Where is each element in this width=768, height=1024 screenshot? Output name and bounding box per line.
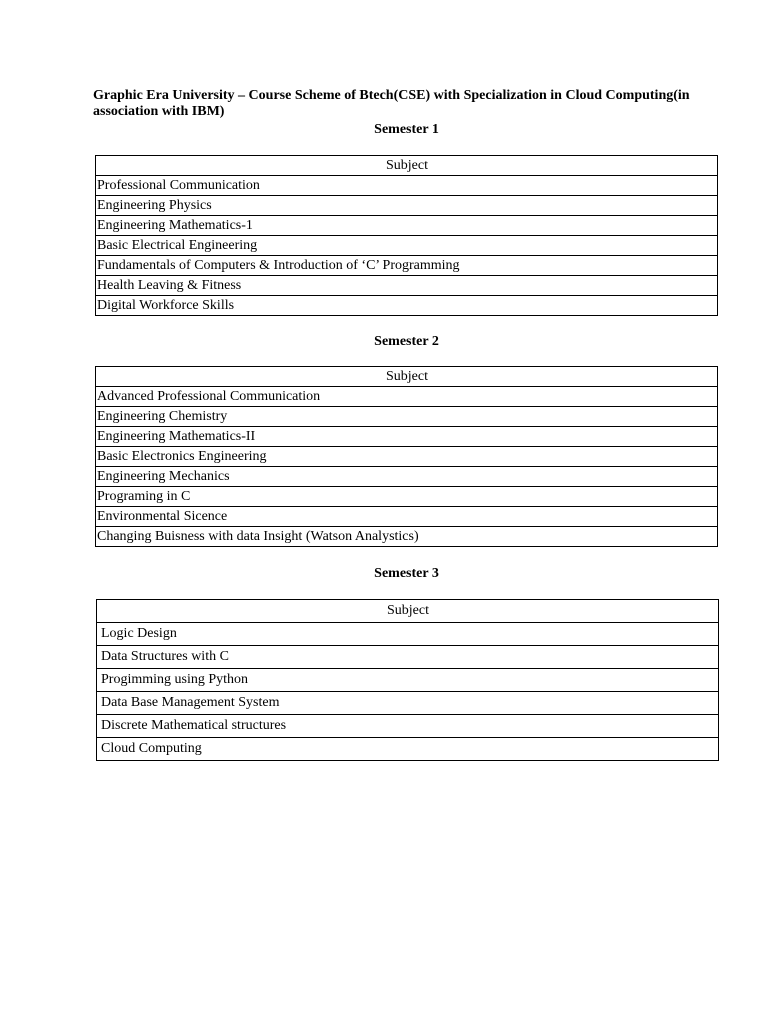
subject-cell: Engineering Physics xyxy=(96,196,718,216)
table-row xyxy=(96,276,718,296)
subject-cell: Professional Communication xyxy=(96,176,718,196)
subject-column-header: Subject xyxy=(96,367,718,387)
subject-column-header: Subject xyxy=(97,600,719,623)
semester-2-heading: Semester 2 xyxy=(374,334,439,349)
table-row xyxy=(96,256,718,276)
table-header-row xyxy=(96,367,718,387)
subject-cell: Cloud Computing xyxy=(97,738,719,761)
semester-3-table xyxy=(96,599,719,761)
table-row xyxy=(96,527,718,547)
table-row xyxy=(96,387,718,407)
page-title: Graphic Era University – Course Scheme of Btech(CSE) with Specialization in Cloud Computing(in association with IBM) xyxy=(93,88,690,119)
table-row xyxy=(96,447,718,467)
table-row xyxy=(96,236,718,256)
subject-cell: Data Base Management System xyxy=(97,692,719,715)
semester-3-heading: Semester 3 xyxy=(374,566,439,581)
subject-cell: Data Structures with C xyxy=(97,646,719,669)
subject-cell: Digital Workforce Skills xyxy=(96,296,718,316)
subject-cell: Engineering Chemistry xyxy=(96,407,718,427)
table-row xyxy=(96,296,718,316)
table-row xyxy=(97,646,719,669)
table-row xyxy=(97,738,719,761)
subject-cell: Progimming using Python xyxy=(97,669,719,692)
subject-cell: Programing in C xyxy=(96,487,718,507)
subject-cell: Engineering Mathematics-II xyxy=(96,427,718,447)
table-row xyxy=(96,487,718,507)
subject-cell: Advanced Professional Communication xyxy=(96,387,718,407)
subject-cell: Health Leaving & Fitness xyxy=(96,276,718,296)
subject-cell: Engineering Mechanics xyxy=(96,467,718,487)
subject-cell: Discrete Mathematical structures xyxy=(97,715,719,738)
table-header-row xyxy=(96,156,718,176)
semester-2-table xyxy=(95,366,718,547)
subject-column-header: Subject xyxy=(96,156,718,176)
subject-cell: Environmental Sicence xyxy=(96,507,718,527)
subject-cell: Basic Electronics Engineering xyxy=(96,447,718,467)
subject-cell: Logic Design xyxy=(97,623,719,646)
table-row xyxy=(97,692,719,715)
subject-cell: Basic Electrical Engineering xyxy=(96,236,718,256)
subject-cell: Fundamentals of Computers & Introduction of ‘C’ Programming xyxy=(96,256,718,276)
table-row xyxy=(96,176,718,196)
table-row xyxy=(96,467,718,487)
subject-cell: Changing Buisness with data Insight (Watson Analystics) xyxy=(96,527,718,547)
subject-cell: Engineering Mathematics-1 xyxy=(96,216,718,236)
semester-1-table xyxy=(95,155,718,316)
table-row xyxy=(96,407,718,427)
table-row xyxy=(96,427,718,447)
semester-1-heading: Semester 1 xyxy=(374,122,439,137)
table-row xyxy=(96,196,718,216)
table-row xyxy=(96,216,718,236)
table-row xyxy=(97,669,719,692)
table-header-row xyxy=(97,600,719,623)
table-row xyxy=(96,507,718,527)
table-row xyxy=(97,715,719,738)
table-row xyxy=(97,623,719,646)
